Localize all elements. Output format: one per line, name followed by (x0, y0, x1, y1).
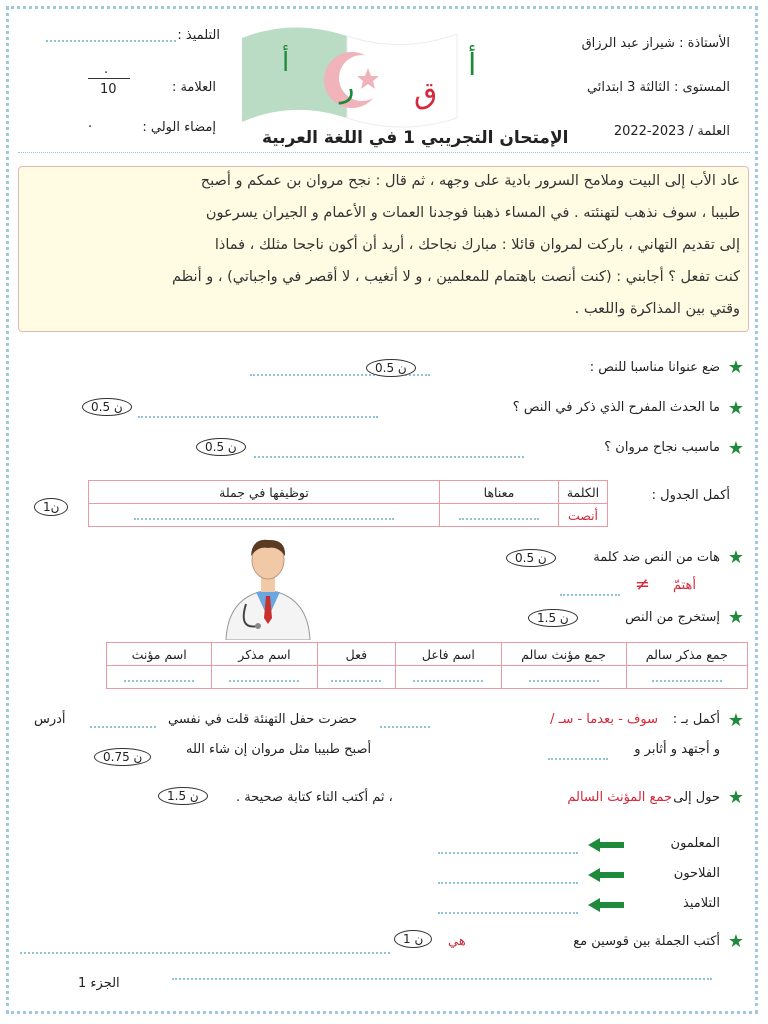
star-icon: ★ (727, 931, 744, 952)
q6-score: 1.5 ن (528, 609, 578, 627)
q7-blank-1[interactable] (380, 716, 430, 728)
q7-blank-3[interactable] (548, 748, 608, 760)
q8-word-1: المعلمون (670, 836, 720, 851)
q3-score: 0.5 ن (196, 438, 246, 456)
q3-answer-field[interactable] (254, 444, 524, 458)
q4-header-word: الكلمة (559, 481, 608, 504)
reading-passage (18, 166, 749, 332)
q6-header: اسم مؤنث (107, 643, 212, 666)
q5-text: هات من النص ضد كلمة (593, 550, 720, 565)
exam-title: الإمتحان التجريبي 1 في اللغة العربية (262, 128, 569, 148)
q9-answer-line-1[interactable] (20, 942, 390, 954)
q4-text: أكمل الجدول : (651, 488, 730, 503)
letter-ra: ر (340, 70, 355, 105)
q4-usage-cell[interactable] (89, 504, 440, 527)
q9-answer-line-2[interactable] (172, 968, 712, 980)
q6-answer-cell[interactable] (501, 666, 626, 689)
doctor-illustration (218, 534, 318, 640)
passage-line: كنت تفعل ؟ أجابني : (كنت أنصت باهتمام للمعلمين ، و لا أتغيب ، لا أقصر في واجباتي) ، و أنظم (171, 269, 740, 285)
q1-text: ضع عنوانا مناسبا للنص : (589, 360, 720, 375)
q5-score: 0.5 ن (506, 549, 556, 567)
arrow-left-icon (588, 898, 624, 912)
q7-line1-a: حضرت حفل التهنئة قلت في نفسي (168, 712, 358, 727)
q8-word-3: التلاميذ (683, 896, 720, 911)
passage-line: إلى تقديم التهاني ، باركت لمروان قائلا : مبارك نجاحك ، أريد أن أكون ناجحا مثلك ، فماذا (214, 237, 740, 253)
student-name-field[interactable] (46, 28, 176, 42)
guardian-signature-value: . (88, 116, 93, 131)
q7-options: سوف - بعدما - سـ / (550, 712, 658, 727)
letter-alif-green: أ (468, 48, 477, 83)
q4-meaning-cell[interactable] (440, 504, 559, 527)
q3-text: ماسبب نجاح مروان ؟ (604, 440, 720, 455)
mark-fraction-line (88, 78, 130, 79)
q6-answer-cell[interactable] (107, 666, 212, 689)
star-icon: ★ (727, 357, 744, 378)
q4-header-meaning: معناها (440, 481, 559, 504)
q6-answer-cell[interactable] (626, 666, 747, 689)
q1-score: 0.5 ن (366, 359, 416, 377)
q6-header: جمع مذكر سالم (626, 643, 747, 666)
q6-answer-cell[interactable] (212, 666, 317, 689)
letter-alif-small: أ (282, 48, 290, 78)
page-part-label: الجزء 1 (78, 976, 120, 991)
q8-answer-3[interactable] (438, 902, 578, 914)
q7-line1-b: أدرس (34, 712, 66, 727)
q8-word-2: الفلاحون (673, 866, 720, 881)
q2-text: ما الحدث المفرح الذي ذكر في النص ؟ (512, 400, 720, 415)
q4-header-usage: توظيفها في جملة (89, 481, 440, 504)
arrow-left-icon (588, 838, 624, 852)
guardian-signature-label: إمضاء الولي : (142, 120, 216, 135)
q7-line2-b: أصبح طبيبا مثل مروان إن شاء الله (186, 742, 372, 757)
q6-header: فعل (317, 643, 396, 666)
q6-answer-cell[interactable] (317, 666, 396, 689)
q7-prefix: أكمل بـ : (672, 712, 720, 727)
q8-text-b: جمع المؤنث السالم (567, 790, 672, 805)
letter-qaf: ق (414, 76, 438, 111)
mark-numerator: . (104, 62, 109, 77)
q8-text-a: حول إلى (673, 790, 720, 805)
not-equal-symbol: ≠ (634, 574, 650, 595)
q7-line2-a: و أجتهد و أثابر و (634, 742, 720, 757)
q2-answer-field[interactable] (138, 404, 378, 418)
mark-denominator: 10 (100, 82, 117, 97)
teacher-name: الأستاذة : شيراز عبد الرزاق (581, 36, 730, 51)
star-icon: ★ (727, 787, 744, 808)
q4-score: 1ن (34, 498, 68, 516)
q2-score: 0.5 ن (82, 398, 132, 416)
q5-word: أهتمّ (672, 578, 696, 593)
q6-answer-cell[interactable] (396, 666, 501, 689)
q6-table (106, 642, 748, 689)
q8-text-c: ، ثم أكتب التاء كتابة صحيحة . (236, 790, 393, 805)
q9-text-a: أكتب الجملة بين قوسين مع (573, 934, 720, 949)
q6-text: إستخرج من النص (625, 610, 720, 625)
star-icon: ★ (727, 438, 744, 459)
star-icon: ★ (727, 547, 744, 568)
q6-header: جمع مؤنث سالم (501, 643, 626, 666)
q6-header: اسم مذكر (212, 643, 317, 666)
passage-line: طبيبا ، سوف نذهب لتهنئته . في المساء ذهبنا فوجدنا العمات و الأعمام و الجيران يسرعون (205, 205, 740, 221)
q4-table (88, 480, 608, 527)
mark-label: العلامة : (171, 80, 216, 95)
q4-word: أنصت (559, 504, 608, 527)
q8-answer-1[interactable] (438, 842, 578, 854)
q6-header: اسم فاعل (396, 643, 501, 666)
arrow-left-icon (588, 868, 624, 882)
star-icon: ★ (727, 398, 744, 419)
star-icon: ★ (727, 607, 744, 628)
q9-text-b: هي (448, 934, 466, 949)
q8-answer-2[interactable] (438, 872, 578, 884)
header-divider (18, 152, 750, 153)
q8-score: 1.5 ن (158, 787, 208, 805)
q7-score: 0.75 ن (94, 748, 151, 766)
q9-score: 1 ن (394, 930, 432, 948)
q5-answer-field[interactable] (560, 584, 620, 596)
q7-blank-2[interactable] (90, 716, 156, 728)
star-icon: ★ (727, 710, 744, 731)
student-label: التلميذ : (177, 28, 220, 43)
school-year: العلمة / 2023-2022 (613, 124, 730, 139)
passage-line: عاد الأب إلى البيت وملامح السرور بادية على وجهه ، ثم قال : نجح مروان بن عمكم و أصبح (200, 173, 740, 189)
passage-line: وقتي بين المذاكرة واللعب . (574, 301, 740, 317)
level: المستوى : الثالثة 3 ابتدائي (586, 80, 730, 95)
